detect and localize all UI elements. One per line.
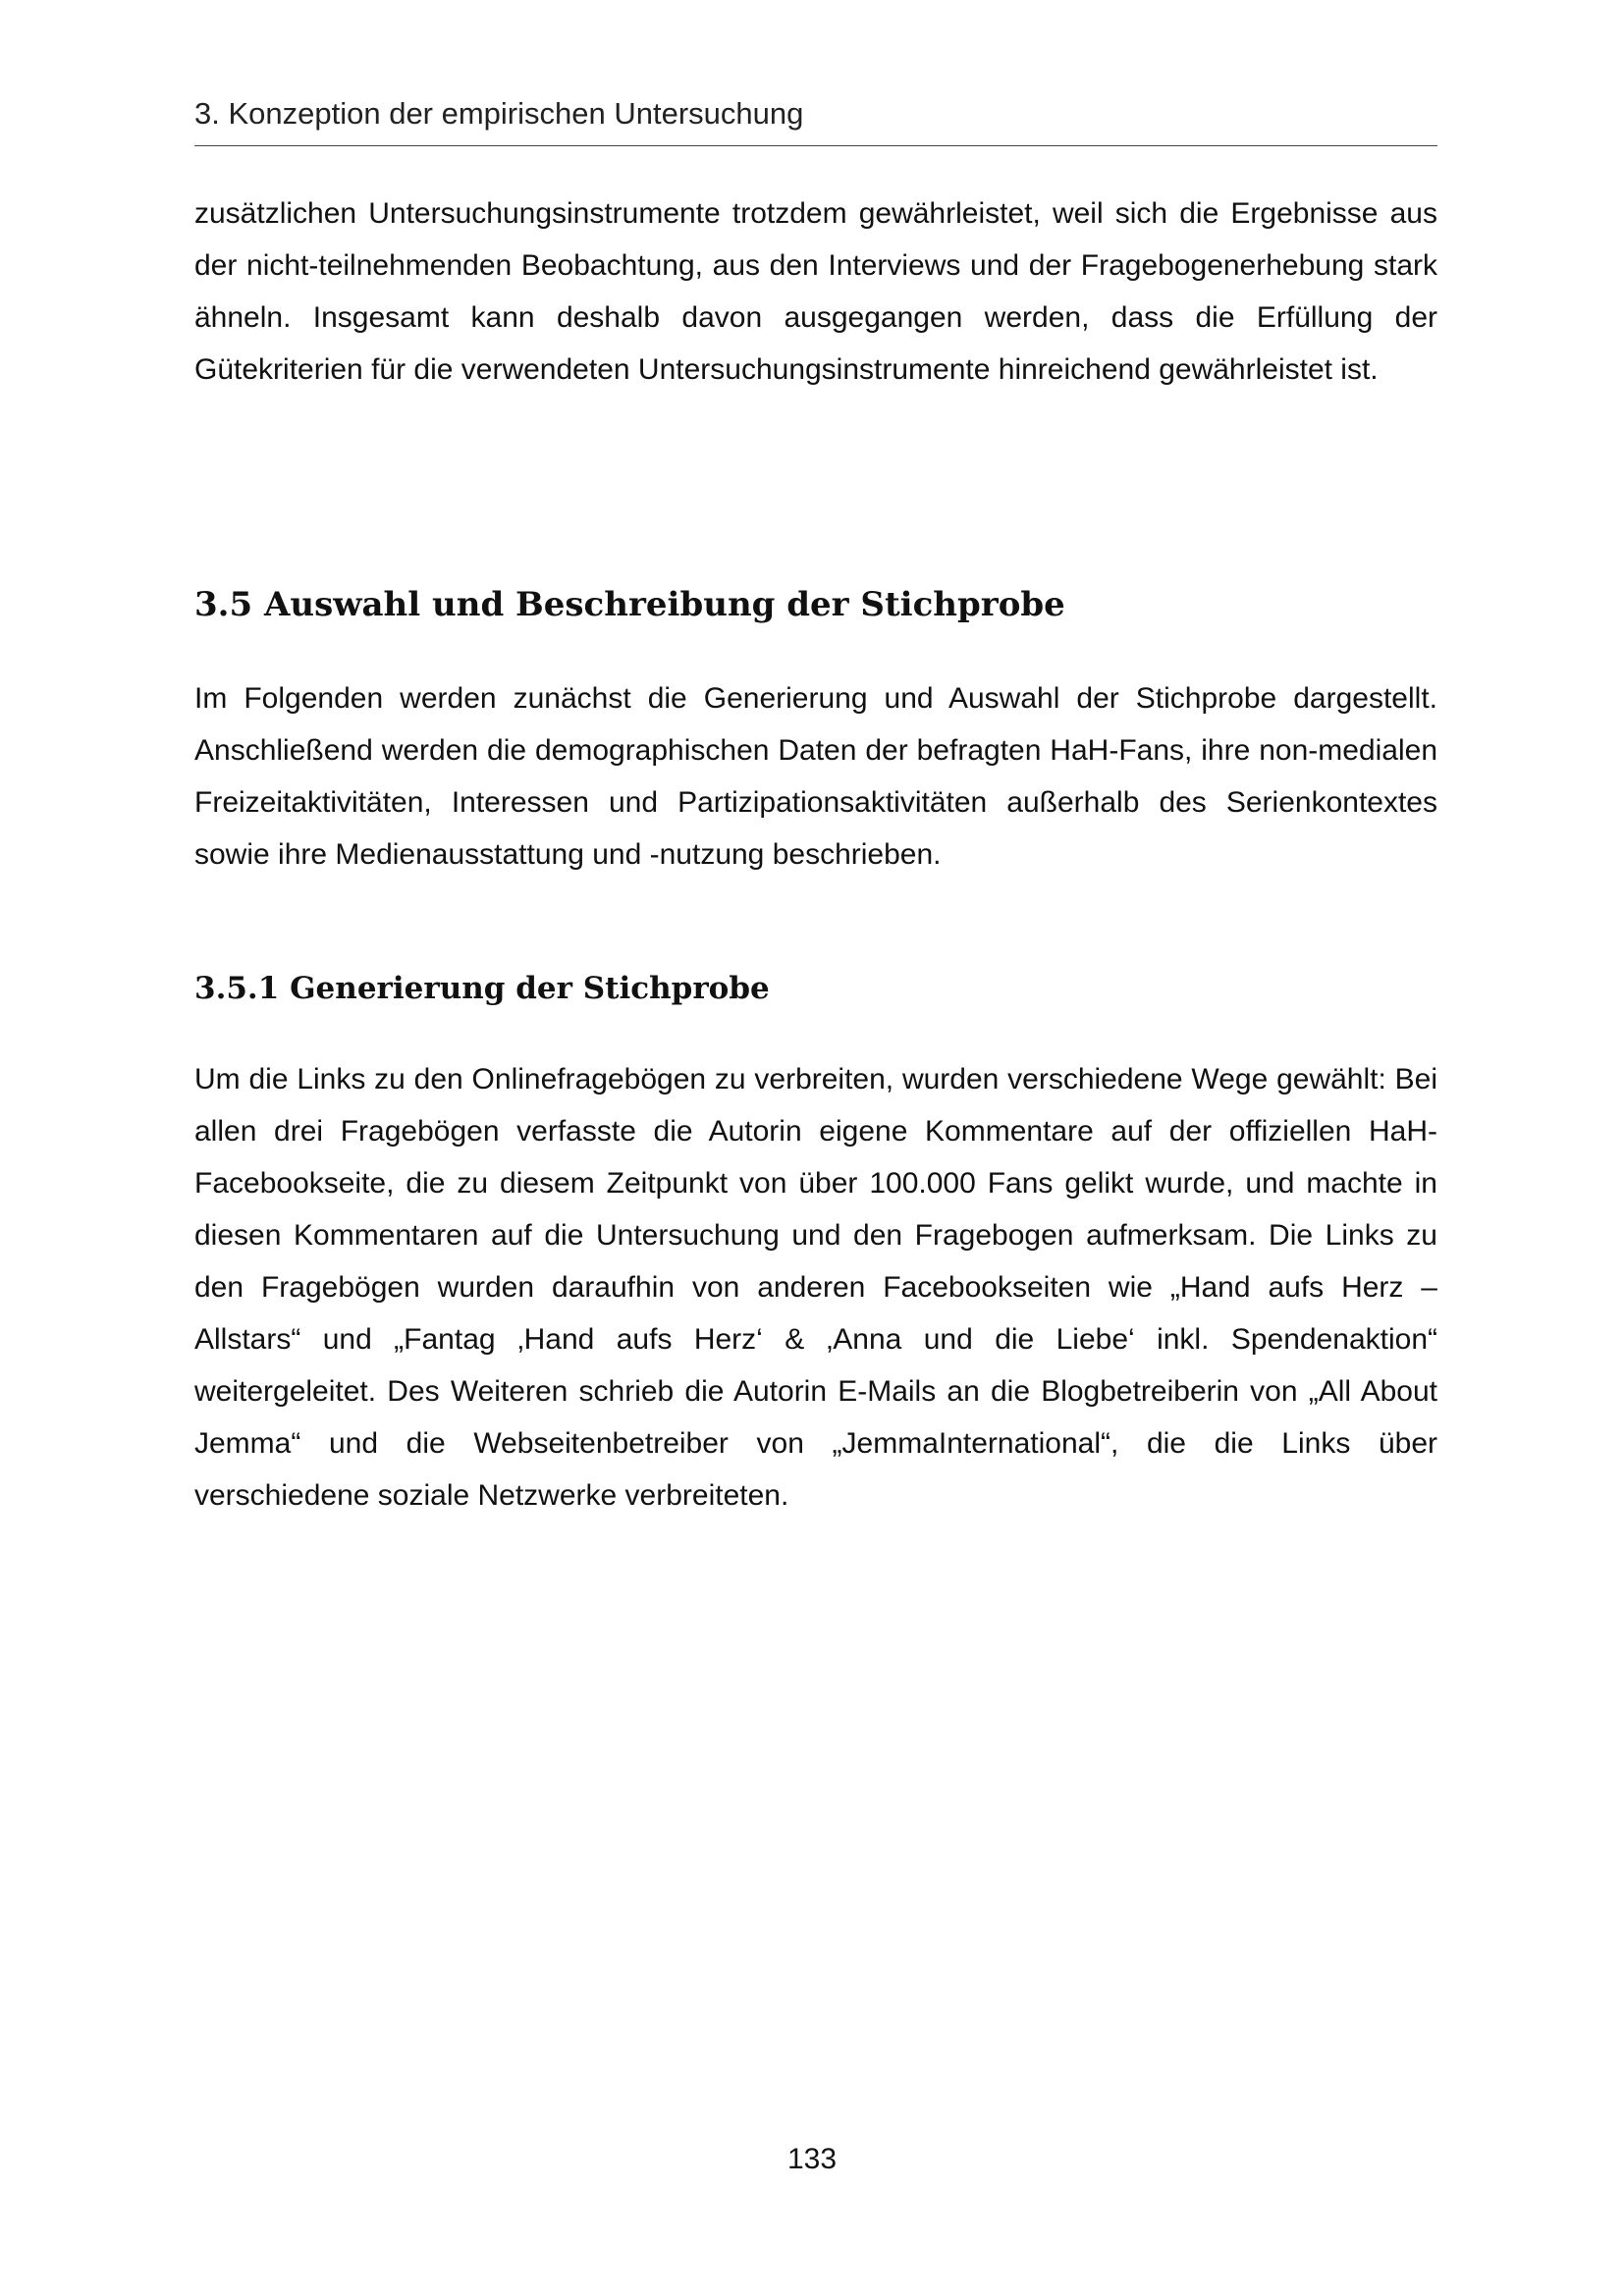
page-number: 133 [786,2143,838,2175]
section-heading-3-5-1: 3.5.1 Generierung der Stichprobe [194,971,770,1006]
section-3-5-paragraph: Im Folgenden werden zunächst die Generierung und Auswahl der Stichprobe dargestellt. Anschließend werden die demographischen Daten der befragten HaH-Fans, ihre non-medialen Freizeitaktivitäten, Interessen und Partizipationsaktivitäten außerhalb des Serienkontextes sowie ihre Medienausstattung und -nutzung beschrieben. [194,682,1437,871]
header-divider [194,145,1437,146]
section-3-5-1-paragraph: Um die Links zu den Onlinefragebögen zu verbreiten, wurden verschiedene Wege gewählt: Bei allen drei Fragebögen verfasste die Autorin eigene Kommentare auf der offiziellen HaH-Facebookseite, die zu diesem Zeitpunkt von über 100.000 Fans gelikt wurde, und machte in diesen Kommentaren auf die Untersuchung und den Fragebogen aufmerksam. Die Links zu den Fragebögen wurden daraufhin von anderen Facebookseiten wie „Hand aufs Herz – Allstars“ und „Fantag ‚Hand aufs Herz‘ & ‚Anna und die Liebe‘ inkl. Spendenaktion“ weitergeleitet. Des Weiteren schrieb die Autorin E-Mails an die Blogbetreiberin von „All About Jemma“ und die Webseitenbetreiber von „JemmaInternational“, die die Links über verschiedene soziale Netzwerke verbreiteten. [194,1063,1437,1512]
continued-paragraph: zusätzlichen Untersuchungsinstrumente trotzdem gewährleistet, weil sich die Ergebnisse aus der nicht-teilnehmenden Beobachtung, aus den Interviews und der Fragebogenerhebung stark ähneln. Insgesamt kann deshalb davon ausgegangen werden, dass die Erfüllung der Gütekriterien für die verwendeten Untersuchungsinstrumente hinreichend gewährleistet ist. [194,197,1437,386]
running-header: 3. Konzeption der empirischen Untersuchung [194,96,804,131]
section-heading-3-5: 3.5 Auswahl und Beschreibung der Stichprobe [194,585,1065,624]
